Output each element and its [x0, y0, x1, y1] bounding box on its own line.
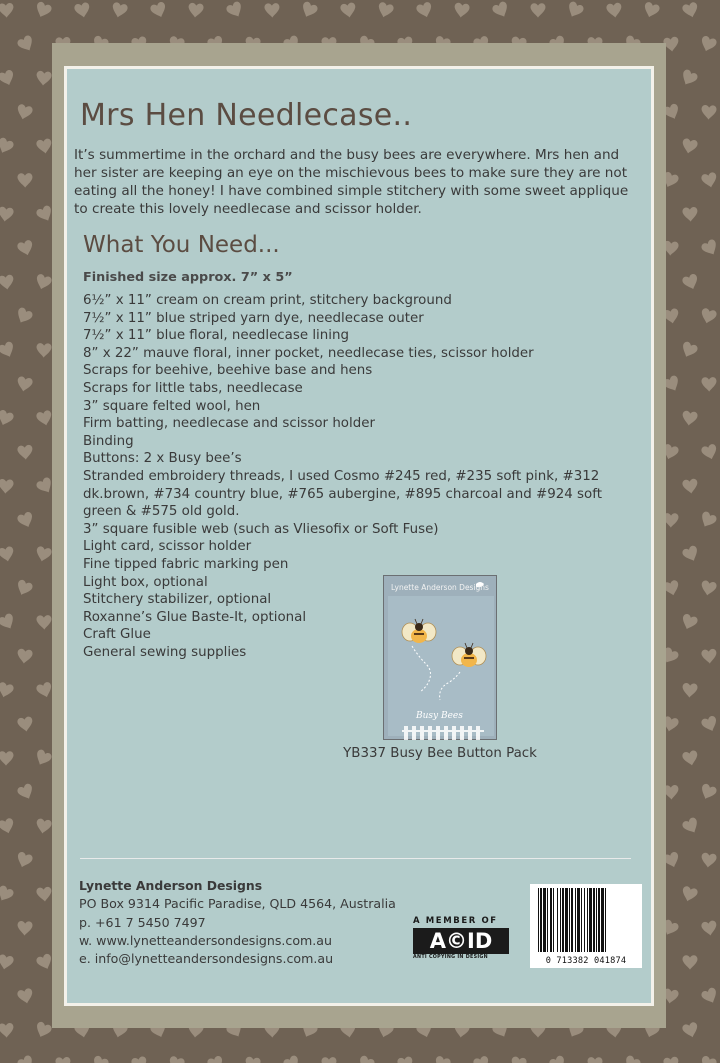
heart-icon	[17, 921, 33, 936]
materials-item: Scraps for beehive, beehive base and hens	[83, 363, 373, 379]
heart-icon	[14, 579, 33, 598]
heart-icon	[36, 615, 51, 630]
heart-icon	[531, 3, 546, 17]
heart-icon	[16, 783, 36, 802]
company-name: Lynette Anderson Designs	[79, 878, 263, 893]
email: e. info@lynetteandersondesigns.com.au	[79, 951, 334, 967]
materials-item: 3” square fusible web (such as Vliesofix or Soft Fuse)	[83, 521, 439, 537]
heart-icon	[149, 1, 168, 20]
heart-icon	[15, 851, 34, 869]
barcode-bar	[543, 888, 546, 952]
heart-icon	[34, 273, 53, 291]
heart-icon	[548, 1055, 568, 1063]
heart-icon	[681, 545, 701, 564]
barcode-bar	[547, 888, 548, 952]
heart-icon	[35, 818, 52, 835]
heart-icon	[701, 649, 717, 665]
heart-icon	[16, 511, 35, 530]
materials-item: 7½” x 11” blue floral, needlecase lining	[83, 328, 349, 344]
heart-icon	[131, 1056, 148, 1063]
materials-item: 3” square felted wool, hen	[83, 398, 261, 414]
heart-icon	[282, 1054, 302, 1063]
heart-icon	[698, 783, 717, 802]
heart-icon	[681, 138, 699, 155]
acid-badge	[413, 916, 513, 960]
heart-icon	[0, 546, 15, 563]
barcode	[530, 884, 642, 968]
heart-icon	[15, 103, 33, 121]
heart-icon	[376, 1, 394, 19]
heart-icon	[699, 1055, 718, 1063]
barcode-bar	[601, 888, 604, 952]
heart-icon	[622, 1054, 642, 1063]
heart-icon	[681, 816, 701, 836]
barcode-bar	[565, 888, 568, 952]
barcode-bar	[560, 888, 561, 952]
barcode-bar	[569, 888, 570, 952]
materials-item: 6½” x 11” cream on cream print, stitchery background	[83, 293, 452, 308]
heart-icon	[663, 1056, 680, 1063]
heart-icon	[36, 886, 52, 902]
heart-icon	[587, 1057, 602, 1063]
finished-size: Finished size approx. 7” x 5”	[83, 270, 293, 285]
materials-item: 7½” x 11” blue striped yarn dye, needlecase outer	[83, 310, 424, 326]
heart-icon	[680, 613, 699, 632]
heart-icon	[0, 1023, 14, 1038]
heart-icon	[0, 274, 15, 290]
heart-icon	[17, 716, 34, 733]
heart-icon	[0, 409, 15, 428]
heart-icon	[415, 1, 434, 19]
heart-icon	[681, 273, 700, 292]
heart-icon	[16, 376, 33, 393]
heart-icon	[0, 206, 14, 222]
heart-icon	[700, 238, 720, 258]
heart-icon	[682, 478, 699, 494]
heart-icon	[110, 2, 128, 20]
heart-icon	[682, 207, 698, 222]
contact-block	[79, 877, 396, 968]
heart-icon	[679, 341, 699, 360]
heart-icon	[244, 1056, 261, 1063]
heart-icon	[0, 681, 15, 699]
materials-item: Binding	[83, 433, 134, 449]
barcode-bar	[593, 888, 595, 952]
materials-item: Light box, optional	[83, 574, 208, 590]
materials-item: Fine tipped fabric marking pen	[83, 556, 289, 572]
barcode-bar	[581, 888, 582, 952]
materials-item: 8” x 22” mauve floral, inner pocket, needlecase ties, scissor holder	[83, 345, 534, 361]
heart-icon	[0, 954, 14, 971]
heart-icon	[90, 1055, 109, 1063]
heart-icon	[206, 1055, 225, 1063]
heart-icon	[701, 377, 716, 392]
heart-icon	[36, 410, 54, 428]
heart-icon	[356, 1055, 376, 1063]
heart-icon	[55, 1057, 71, 1063]
heart-icon	[700, 580, 717, 597]
barcode-bar	[587, 888, 588, 952]
address: PO Box 9314 Pacific Paradise, QLD 4564, Australia	[79, 896, 396, 912]
heart-icon	[397, 1056, 414, 1063]
heart-icon	[0, 341, 17, 360]
heart-icon	[680, 885, 698, 903]
heart-icon	[14, 306, 34, 326]
heart-icon	[17, 445, 33, 461]
heart-icon	[16, 648, 33, 664]
page-title: Mrs Hen Needlecase..	[80, 98, 413, 133]
barcode-bar	[553, 888, 554, 952]
heart-icon	[340, 2, 357, 19]
barcode-bar	[575, 888, 576, 952]
heart-icon	[0, 817, 16, 835]
materials-item: General sewing supplies	[83, 644, 247, 660]
heart-icon	[264, 3, 279, 18]
heart-icon	[642, 1, 661, 19]
heart-icon	[700, 852, 717, 868]
materials-item: Stranded embroidery threads, I used Cosmo #245 red, #235 soft pink, #312 dk.brown, #734 country blue, #765 aubergine, #895 charcoal and #924 soft green & #575 old gold.	[83, 468, 602, 520]
heart-icon	[700, 987, 720, 1006]
product-image	[383, 575, 497, 740]
heart-icon	[681, 410, 698, 426]
barcode-bar	[540, 888, 542, 952]
heart-icon	[0, 751, 13, 765]
heart-icon	[36, 343, 51, 358]
heart-icon	[699, 35, 718, 53]
heart-icon	[36, 70, 52, 86]
intro-paragraph: It’s summertime in the orchard and the busy bees are everywhere. Mrs hen and her sister are keeping an eye on the mischievous bees to make sure they are not eating all the honey! I have combined simple stitchery with some sweet applique to create this lovely needlecase and scissor holder.	[74, 147, 629, 217]
heart-icon	[606, 2, 623, 18]
heart-icon	[74, 2, 92, 19]
barcode-bar	[562, 888, 564, 952]
materials-item: Light card, scissor holder	[83, 539, 252, 555]
barcode-bar	[589, 888, 592, 952]
barcode-bar	[571, 888, 573, 952]
heart-icon	[225, 0, 245, 20]
materials-item: Buttons: 2 x Busy bee’s	[83, 451, 242, 467]
barcode-bar	[584, 888, 585, 952]
materials-item: Roxanne’s Glue Baste-It, optional	[83, 609, 307, 625]
heart-icon	[700, 443, 719, 461]
heart-icon	[0, 479, 14, 494]
heart-icon	[16, 34, 36, 54]
materials-item: Craft Glue	[83, 627, 151, 643]
heart-icon	[683, 955, 698, 969]
heart-icon	[34, 546, 52, 564]
heart-icon	[0, 3, 14, 18]
heart-icon	[682, 750, 700, 767]
heart-icon	[510, 1056, 527, 1063]
heart-icon	[33, 1, 52, 20]
heart-icon	[565, 0, 585, 19]
heart-icon	[17, 988, 35, 1005]
heart-icon	[0, 69, 16, 88]
heart-icon	[681, 1021, 699, 1039]
heart-icon	[701, 172, 719, 189]
heart-icon	[701, 920, 718, 937]
heart-icon	[33, 1021, 52, 1040]
barcode-bar	[605, 888, 606, 952]
barcode-bar	[596, 888, 597, 952]
materials-item: Firm batting, needlecase and scissor holder	[83, 416, 375, 432]
heart-icon	[17, 173, 32, 188]
heart-icon	[700, 715, 719, 734]
heart-icon	[472, 1055, 491, 1063]
heart-icon	[0, 137, 15, 156]
product-caption: YB337 Busy Bee Button Pack	[343, 746, 537, 761]
heart-icon	[679, 68, 699, 88]
materials-item: Stitchery stabilizer, optional	[83, 592, 272, 608]
barcode-bar	[577, 888, 580, 952]
heart-icon	[699, 307, 717, 325]
what-you-need-heading: What You Need...	[83, 232, 280, 258]
heart-icon	[681, 1, 699, 19]
website: w. www.lynetteandersondesigns.com.au	[79, 932, 333, 948]
acid-subtitle: ANTI COPYING IN DESIGN	[413, 955, 488, 960]
heart-icon	[33, 748, 53, 767]
divider	[80, 858, 631, 859]
heart-icon	[433, 1055, 452, 1063]
heart-icon	[698, 510, 718, 530]
heart-icon	[0, 884, 15, 904]
materials-list	[83, 292, 628, 661]
acid-member-text: A MEMBER OF	[413, 916, 498, 926]
acid-logo: A©ID	[413, 928, 509, 954]
barcode-bar	[550, 888, 552, 952]
barcode-bar	[598, 888, 600, 952]
barcode-digits: 0 713382 041874	[545, 956, 627, 966]
product-brand: Lynette Anderson Designs	[391, 583, 489, 592]
heart-icon	[299, 1, 319, 20]
heart-icon	[491, 0, 511, 19]
heart-icon	[16, 239, 35, 257]
heart-icon	[36, 138, 53, 155]
heart-icon	[0, 612, 17, 632]
materials-item: Scraps for little tabs, needlecase	[83, 380, 303, 396]
heart-icon	[701, 105, 717, 120]
barcode-bar	[538, 888, 539, 952]
heart-icon	[16, 1054, 36, 1063]
heart-icon	[188, 2, 204, 18]
heart-icon	[453, 2, 470, 18]
heart-icon	[167, 1055, 185, 1063]
barcode-bar	[557, 888, 558, 952]
product-name: Busy Bees	[416, 711, 463, 721]
phone: p. +61 7 5450 7497	[79, 914, 206, 930]
heart-icon	[682, 683, 698, 698]
heart-icon	[321, 1057, 336, 1063]
